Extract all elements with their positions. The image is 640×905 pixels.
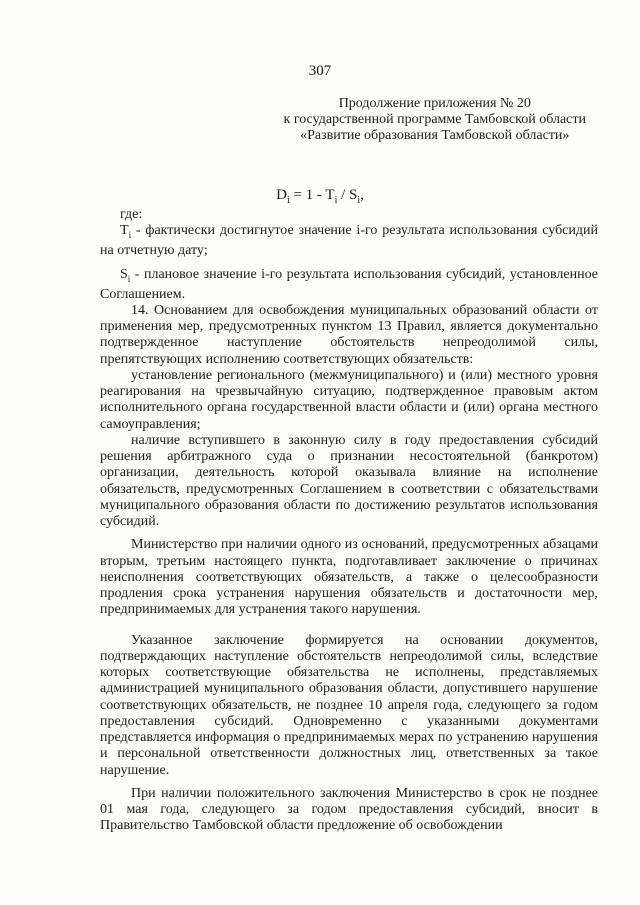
formula-sub-1: i — [286, 195, 290, 206]
appendix-header — [284, 96, 586, 144]
s-subscript: i — [127, 273, 131, 284]
formula-sub-3: i — [357, 195, 361, 206]
formula — [0, 187, 640, 206]
definition-t — [100, 223, 598, 259]
t-subscript: i — [128, 230, 132, 241]
page-number: 307 — [308, 63, 332, 79]
formula-tail: , — [360, 187, 364, 203]
t-symbol: T — [120, 223, 129, 239]
paragraph-14: 14. Основанием для освобождения муниципальных образований области от применения мер, предусмотренных пунктом 13 Правил, является документально подтвержденное наступление обстоятельств непреодолимой силы, препятствующих исполнению соответствующих обязательств: — [100, 302, 598, 367]
s-symbol: S — [120, 266, 128, 282]
where-label: где: — [120, 207, 143, 222]
header-line-1: Продолжение приложения № 20 — [338, 96, 531, 111]
formula-sub-2: i — [334, 195, 338, 206]
formula-mid: = 1 - T — [289, 187, 335, 203]
definition-s — [100, 267, 598, 303]
t-definition-text: - фактически достигнутое значение i-го результата использования субсидий на отчетную дату; — [100, 223, 598, 259]
paragraph-conclusion: Указанное заключение формируется на основании документов, подтверждающих наступление обстоятельств непреодолимой силы, вследствие которых соответствующие обязательства не исполнены, представляемых администрацией муниципального образования области, допустившего нарушение соответствующих обязательств, не позднее 10 апреля года, следующего за годом предоставления субсидий. Одновременно с указанными документами представляется информация о предпринимаемых мерах по устранению нарушения и персональной ответственности должностных лиц, ответственных за такое нарушение. — [100, 632, 598, 778]
header-line-3: «Развитие образования Тамбовской области» — [300, 128, 570, 143]
paragraph-emergency: установление регионального (межмуниципального) и (или) местного уровня реагирования на чрезвычайную ситуацию, подтвержденное правовым актом исполнительного органа государственной власти области и (или) органа местного самоуправления; — [100, 367, 598, 432]
formula-d: D — [276, 187, 287, 203]
paragraph-bankruptcy: наличие вступившего в законную силу в году предоставления субсидий решения арбитражного суда о признании несостоятельной (банкротом) организации, деятельность которой оказывала влияние на исполнение обязательств, предусмотренных Соглашением в соответствии с обязательствами муниципального образования области по достижению результатов использования субсидий. — [100, 432, 598, 530]
s-definition-text: - плановое значение i-го результата использования субсидий, установленное Соглашением. — [100, 266, 598, 302]
paragraph-ministry: Министерство при наличии одного из оснований, предусмотренных абзацами вторым, третьим настоящего пункта, подготавливает заключение о причинах неисполнения соответствующих обязательств, а также о целесообразности продления срока устранения нарушения обязательств и достаточности мер, предпринимаемых для устранения такого нарушения. — [100, 537, 598, 618]
paragraph-positive: При наличии положительного заключения Министерство в срок не позднее 01 мая года, следующего за годом предоставления субсидий, вносит в Правительство Тамбовской области предложение об освобождении — [100, 785, 598, 834]
document-body — [100, 207, 598, 835]
formula-slash: / S — [337, 187, 358, 203]
header-line-2: к государственной программе Тамбовской области — [283, 112, 586, 127]
